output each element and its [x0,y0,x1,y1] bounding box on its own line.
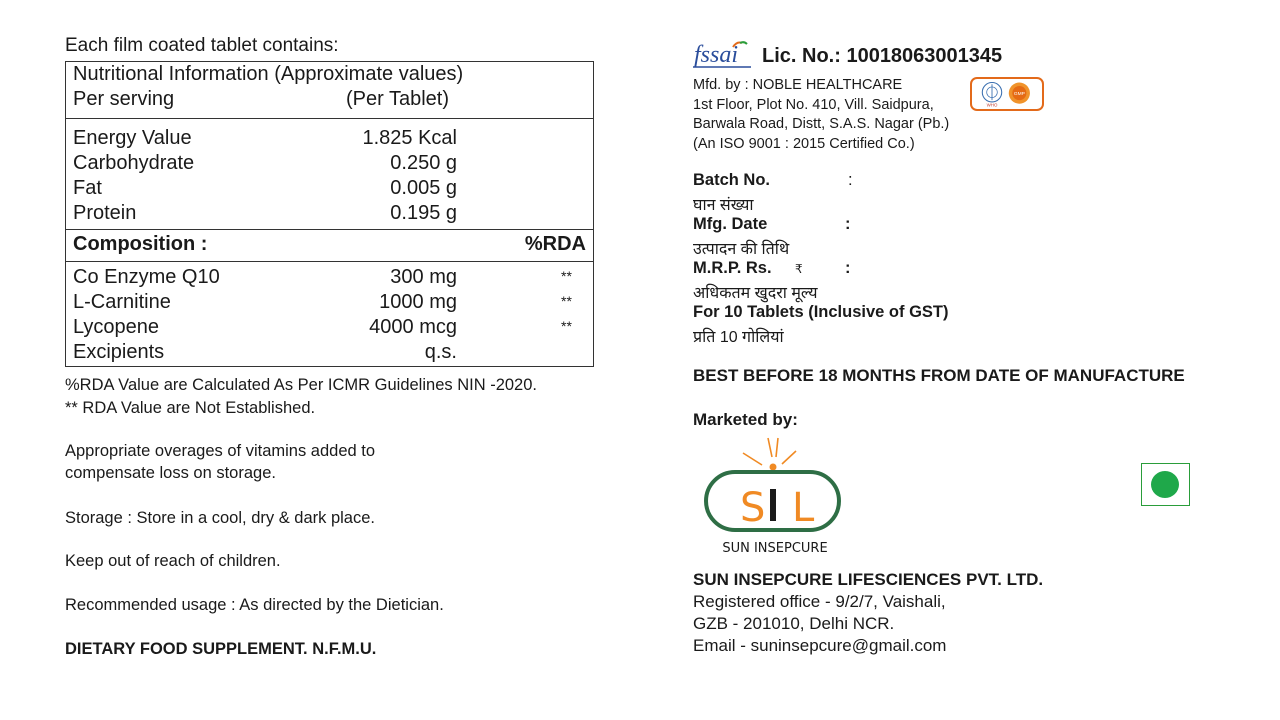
ingredient-name: Excipients [73,341,165,363]
nutrient-value: 1.825 Kcal [362,127,457,149]
batch-colon: : [848,171,853,189]
dietary-supplement-label: DIETARY FOOD SUPPLEMENT. N.F.M.U. [65,640,377,658]
sun-rays-icon [743,438,796,465]
gmp-badge-label: GMP [1013,91,1025,97]
nutrition-header-title: Nutritional Information (Approximate values) [73,63,464,85]
ingredient-name: Co Enzyme Q10 [73,266,220,288]
fssai-logo [693,40,753,72]
manufacturer-line: Mfd. by : NOBLE HEALTHCARE [693,77,903,93]
composition-label: Composition : [73,233,208,255]
nutrient-name: Energy Value [73,127,192,149]
rda-value: ** [561,318,572,334]
mfg-date-hindi: उत्पादन की तिथि [693,241,790,258]
storage-note: Storage : Store in a cool, dry & dark place. [65,509,375,527]
logo-letter-s: S [740,485,766,531]
table-divider [66,261,593,262]
rupee-symbol: ₹ [795,262,803,276]
per-serving-value: (Per Tablet) [346,88,450,110]
batch-label: Batch No. [693,171,771,189]
who-badge-icon [982,83,1001,108]
logo-letter-i [770,489,776,521]
children-warning: Keep out of reach of children. [65,552,281,570]
veg-symbol-icon [1141,463,1190,506]
mrp-colon: : [845,259,851,277]
rda-label: %RDA [524,233,586,255]
table-divider [66,229,593,230]
ingredient-name: Lycopene [73,316,159,338]
license-number: Lic. No.: 10018063001345 [762,45,1003,67]
overages-note: compensate loss on storage. [65,464,276,482]
company-email: Email - suninsepcure@gmail.com [693,636,947,655]
marketed-by-label: Marketed by: [693,410,798,429]
gmp-badge-icon [1009,83,1030,104]
manufacturer-line: Barwala Road, Distt, S.A.S. Nagar (Pb.) [693,116,950,132]
mrp-hindi: अधिकतम खुदरा मूल्य [693,285,818,302]
overages-note: Appropriate overages of vitamins added to [65,442,376,460]
manufacturer-info [693,76,949,154]
intro-text: Each film coated tablet contains: [65,35,339,56]
mfg-colon: : [845,215,851,233]
nutrient-name: Carbohydrate [73,152,195,174]
rda-value: ** [561,268,572,284]
usage-note: Recommended usage : As directed by the Dietician. [65,596,444,614]
manufacturer-line: 1st Floor, Plot No. 410, Vill. Saidpura, [693,96,934,113]
best-before-text: BEST BEFORE 18 MONTHS FROM DATE OF MANUFACTURE [693,366,1185,385]
company-address: GZB - 201010, Delhi NCR. [693,614,895,633]
company-name: SUN INSEPCURE LIFESCIENCES PVT. LTD. [693,570,1044,589]
sil-logo [700,435,850,560]
nutrient-value: 0.005 g [390,177,457,199]
nutrient-value: 0.195 g [390,202,457,224]
mfg-date-label: Mfg. Date [693,215,768,233]
certification-badges [970,77,1044,111]
pack-size-label: For 10 Tablets (Inclusive of GST) [693,303,949,321]
nutrient-name: Protein [73,202,137,224]
rda-note: %RDA Value are Calculated As Per ICMR Guidelines NIN -2020. [65,376,537,394]
per-serving-label: Per serving [73,88,175,110]
pack-size-hindi: प्रति 10 गोलियां [693,329,784,346]
ingredient-value: 300 mg [390,266,457,288]
ingredient-value: 4000 mcg [369,316,457,338]
manufacturer-line: (An ISO 9001 : 2015 Certified Co.) [693,135,915,152]
rda-value: ** [561,293,572,309]
ingredient-value: 1000 mg [379,291,457,313]
sun-dot-icon [770,464,777,471]
batch-hindi: घान संख्या [693,197,754,214]
nutrient-name: Fat [73,177,102,199]
table-divider [66,118,593,119]
who-badge-label: WHO [986,102,998,108]
company-address: Registered office - 9/2/7, Vaishali, [693,592,946,611]
nutrition-table [65,61,594,367]
ingredient-value: q.s. [424,341,457,363]
logo-letter-l: L [792,485,815,531]
mrp-label: M.R.P. Rs. [693,259,772,277]
fssai-logo-text: fssai [694,42,739,68]
ingredient-name: L-Carnitine [73,291,171,313]
nutrient-value: 0.250 g [390,152,457,174]
veg-dot [1151,471,1179,498]
logo-brand-name: SUN INSEPCURE [722,541,828,556]
rda-note: ** RDA Value are Not Established. [65,399,316,417]
